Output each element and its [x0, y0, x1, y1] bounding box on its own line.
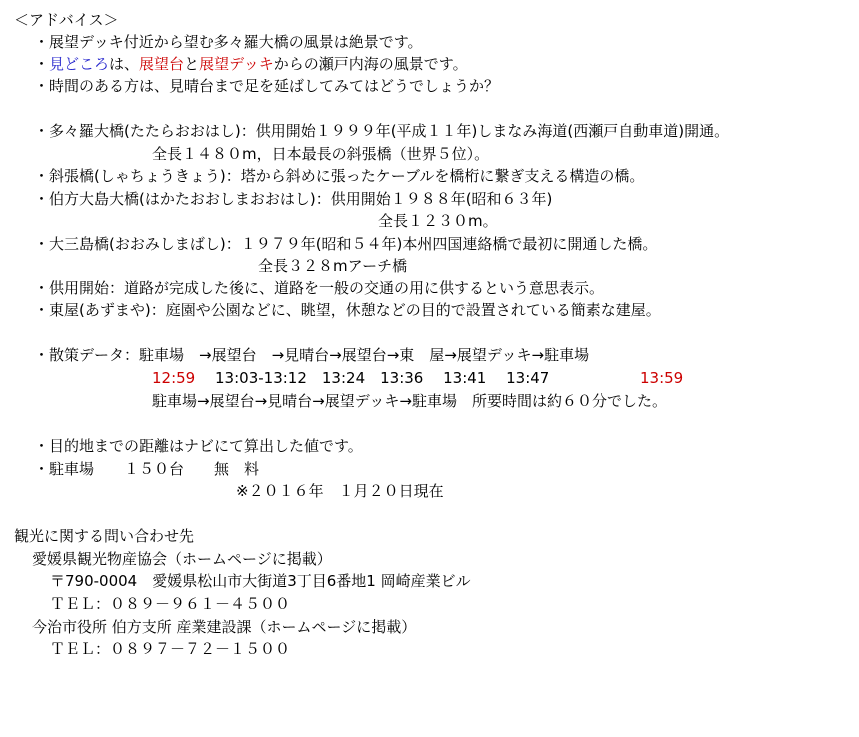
glossary-hakata-detail: 全長１２３０m。 — [378, 212, 498, 230]
glossary-tatara-detail: 全長１４８０m，日本最長の斜張橋（世界５位）。 — [152, 145, 490, 163]
highlight-rest: からの瀬戸内海の風景です。 — [273, 55, 468, 73]
walk-times — [152, 368, 549, 388]
contact-org1-tel: ＴＥＬ：０８９－９６１－４５００ — [50, 595, 291, 613]
walk-summary: 駐車場→展望台→見晴台→展望デッキ→駐車場 所要時間は約６０分でした。 — [152, 392, 667, 410]
note-parking: ・駐車場 １５０台 無 料 — [34, 460, 260, 478]
highlight-label: 見どころ — [49, 55, 110, 73]
advice-heading: ＜アドバイス＞ — [14, 11, 119, 29]
glossary-omishima-detail: 全長３２８mアーチ橋 — [258, 257, 408, 275]
glossary-azumaya: ・東屋(あずまや)：庭園や公園などに、眺望，休憩などの目的で設置されている簡素な建屋。 — [34, 301, 661, 319]
walk-route: ・散策データ：駐車場 →展望台 →見晴台→展望台→東 屋→展望デッキ→駐車場 — [34, 346, 590, 364]
particle-ha: は、 — [109, 55, 140, 73]
advice-item-highlight — [34, 54, 468, 74]
contact-org1-address: 〒790-0004 愛媛県松山市大街道3丁目6番地1 岡崎産業ビル — [50, 572, 471, 590]
glossary-kyoyo: ・供用開始：道路が完成した後に、道路を一般の交通の用に供するという意思表示。 — [34, 279, 605, 297]
glossary-tatara: ・多々羅大橋(たたらおおはし)：供用開始１９９９年(平成１１年)しまなみ海道(西瀬戸自動車道)開通。 — [34, 122, 730, 140]
glossary-hakata: ・伯方大島大橋(はかたおおしまおおはし)：供用開始１９８８年(昭和６３年) — [34, 190, 553, 208]
advice-item-miharashi: ・時間のある方は、見晴台まで足を延ばしてみてはどうでしょうか？ — [34, 77, 500, 95]
walk-mid-times: 13:03-13:12 13:24 13:36 13:41 13:47 — [215, 369, 550, 387]
glossary-shachokyo: ・斜張橋(しゃちょうきょう)：塔から斜めに張ったケーブルを橋桁に繋ぎ支える構造の橋。 — [34, 167, 645, 185]
contact-heading: 観光に関する問い合わせ先 — [14, 527, 195, 545]
note-as-of: ※２０１６年 １月２０日現在 — [236, 482, 444, 500]
contact-org1: 愛媛県観光物産協会（ホームページに掲載） — [32, 550, 332, 568]
walk-end-time: 13:59 — [640, 369, 684, 387]
advice-item-view: ・展望デッキ付近から望む多々羅大橋の風景は絶景です。 — [34, 33, 423, 51]
particle-to: と — [184, 55, 200, 73]
bullet: ・ — [34, 55, 50, 73]
contact-org2: 今治市役所 伯方支所 産業建設課（ホームページに掲載） — [32, 618, 417, 636]
glossary-omishima: ・大三島橋(おおみしまばし)：１９７９年(昭和５４年)本州四国連絡橋で最初に開通した橋。 — [34, 235, 658, 253]
spot-observation-deck: 展望デッキ — [199, 55, 274, 73]
walk-start-time: 12:59 — [152, 369, 196, 387]
contact-org2-tel: ＴＥＬ：０８９７－７２－１５００ — [50, 640, 291, 658]
spot-observatory: 展望台 — [139, 55, 185, 73]
note-distance: ・目的地までの距離はナビにて算出した値です。 — [34, 437, 363, 455]
